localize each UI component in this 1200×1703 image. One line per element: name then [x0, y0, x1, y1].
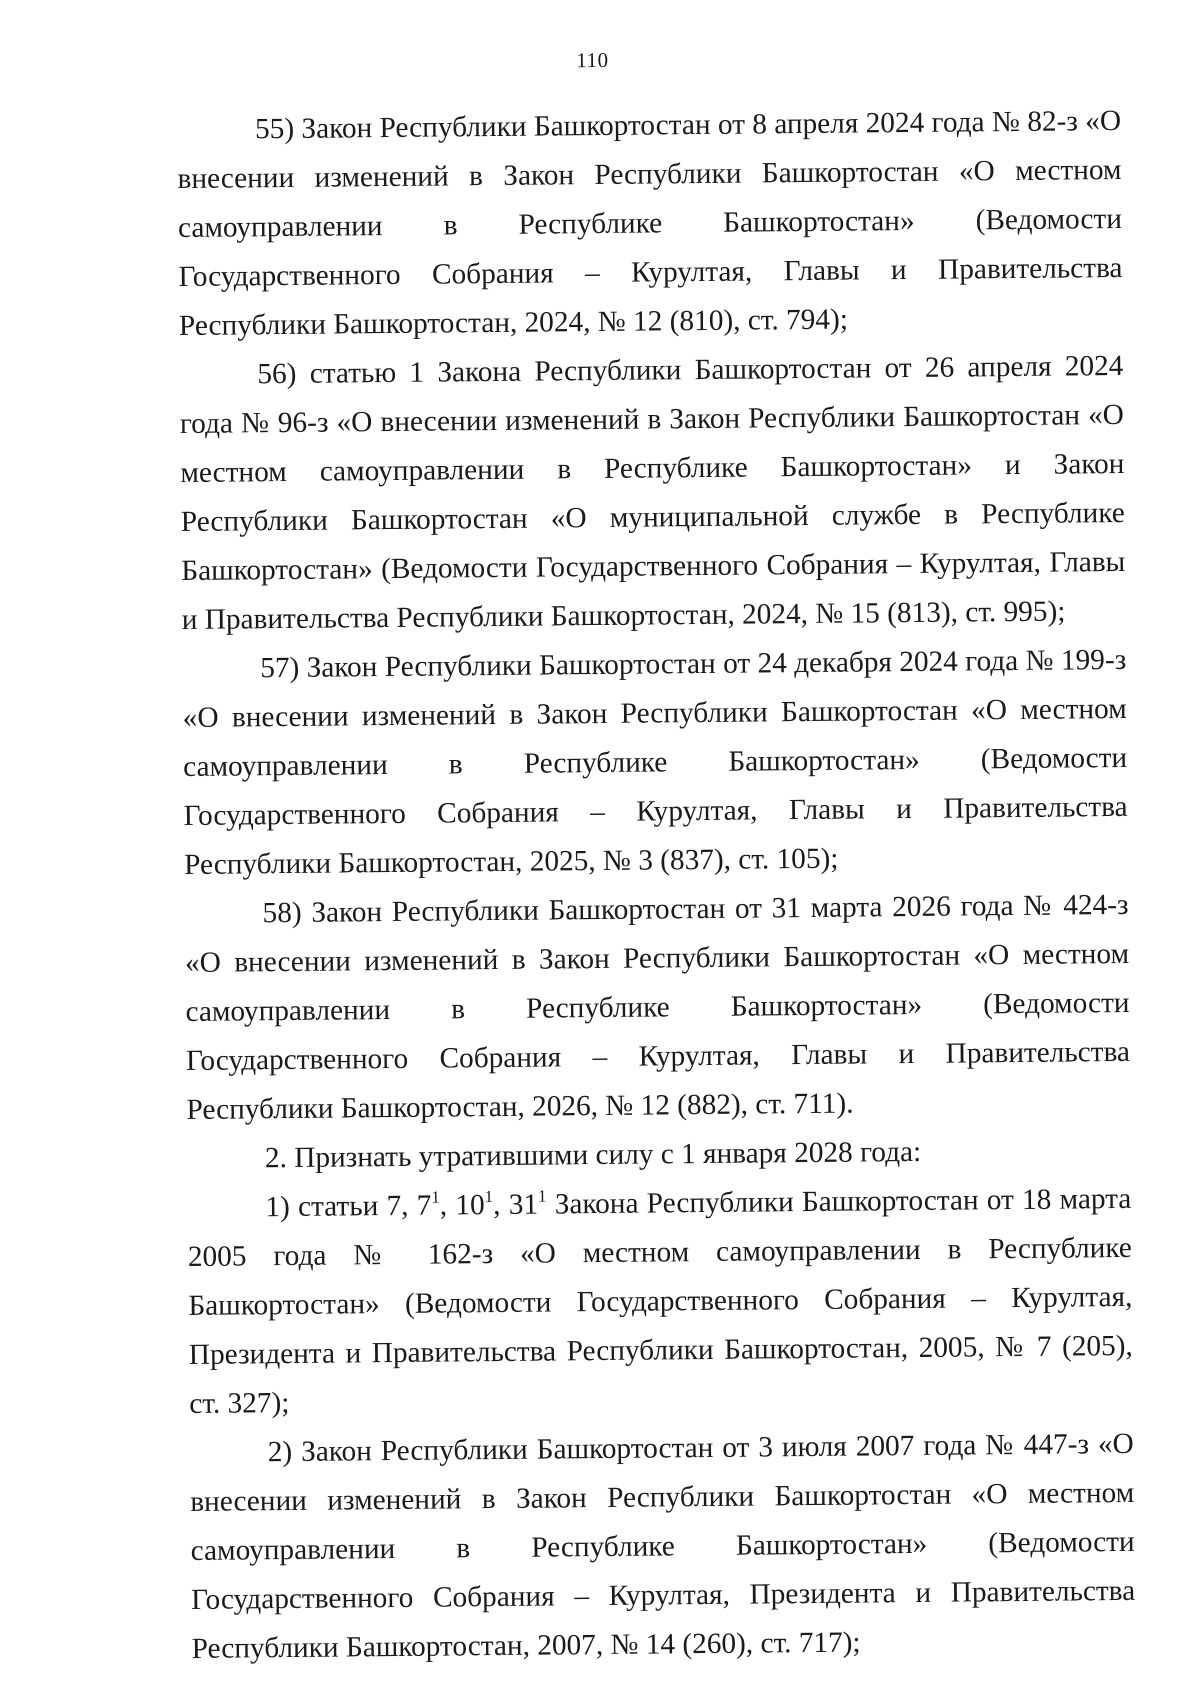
superscript-2: 1	[484, 1187, 494, 1207]
page-number: 110	[576, 47, 609, 73]
paragraph-item-55: 55) Закон Республики Башкортостан от 8 апреля 2024 года № 82-з «О внесении изменений в Закон Республики Башкортостан «О местном самоуправлении в Республике Башкортостан» (Ведомости Государственного Собрания – Курултая, Главы и Правительства Республики Башкортостан, 2024, № 12 (810), ст. 794);	[177, 104, 1123, 343]
item-1-text-mid2: , 31	[493, 1188, 539, 1222]
section-2-item-2: 2) Закон Республики Башкортостан от 3 июля 2007 года № 447-з «О внесении изменений в Закон Республики Башкортостан «О местном самоуправлении в Республике Башкортостан» (Ведомости Государственного Собрания – Курултая, Президента и Правительства Республики Башкортостан, 2007, № 14 (260), ст. 717);	[190, 1427, 1136, 1665]
item-1-text-start: 1) статьи 7, 7	[265, 1189, 432, 1224]
section-2-item-1	[187, 1175, 1133, 1429]
item-1-text-mid1: , 10	[439, 1189, 485, 1222]
superscript-3: 1	[537, 1186, 547, 1206]
item-1-text-rest: Закона Республики Башкортостан от 18 марта 2005 года № 162-з «О местном самоуправлении в Республике Башкортостан» (Ведомости Государственного Собрания – Курултая, Президента и Правительства Республики Башкортостан, 2005, № 7 (205), ст. 327);	[187, 1182, 1133, 1420]
section-2-heading: 2. Признать утратившими силу с 1 января 2028 года:	[264, 1135, 922, 1175]
paragraph-item-56: 56) статью 1 Закона Республики Башкортостан от 26 апреля 2024 года № 96-з «О внесении изменений в Закон Республики Башкортостан «О местном самоуправлении в Республике Башкортостан» и Закон Республики Башкортостан «О муниципальной службе в Республике Башкортостан» (Ведомости Государственного Собрания – Курултая, Главы и Правительства Республики Башкортостан, 2024, № 15 (813), ст. 995);	[179, 349, 1126, 637]
document-body	[177, 97, 1136, 1674]
superscript-1: 1	[431, 1187, 440, 1207]
paragraph-item-57: 57) Закон Республики Башкортостан от 24 декабря 2024 года № 199-з «О внесении изменений в Закон Республики Башкортостан «О местном самоуправлении в Республике Башкортостан» (Ведомости Государственного Собрания – Курултая, Главы и Правительства Республики Башкортостан, 2025, № 3 (837), ст. 105);	[182, 643, 1128, 881]
paragraph-item-58: 58) Закон Республики Башкортостан от 31 марта 2026 года № 424-з «О внесении изменений в Закон Республики Башкортостан «О местном самоуправлении в Республике Башкортостан» (Ведомости Государственного Собрания – Курултая, Главы и Правительства Республики Башкортостан, 2026, № 12 (882), ст. 711).	[184, 888, 1131, 1126]
